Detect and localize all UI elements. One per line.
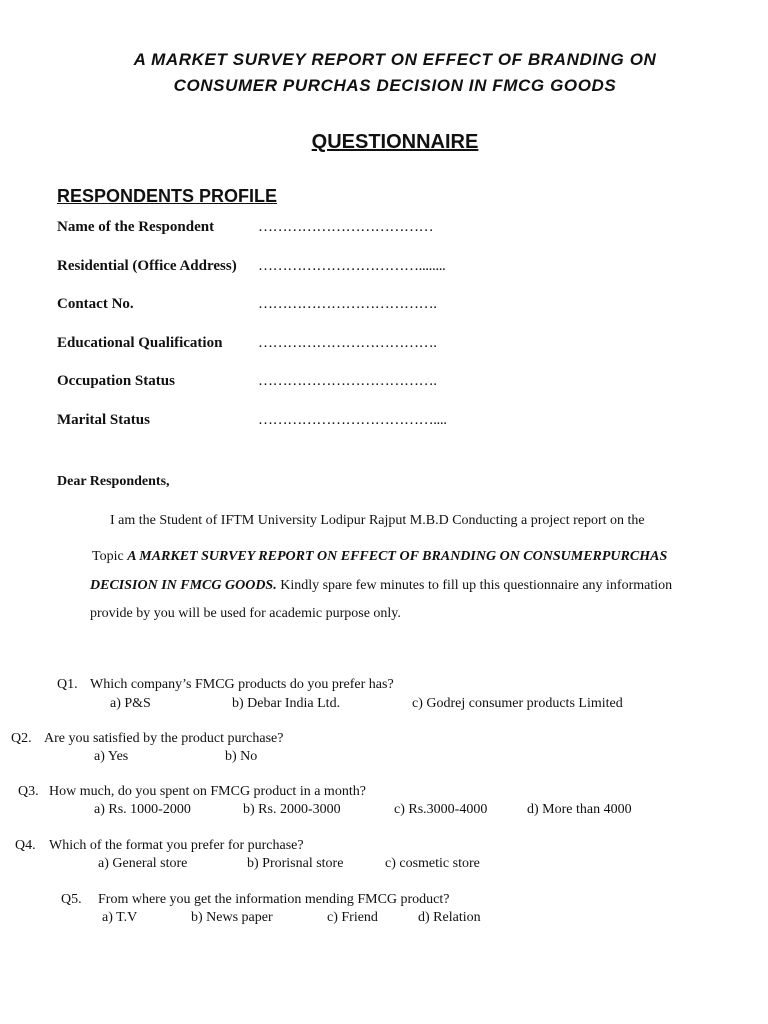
letter-topic-prefix: Topic xyxy=(92,549,128,564)
question-5-number: Q5. xyxy=(61,892,82,907)
question-1-option-c[interactable]: c) Godrej consumer products Limited xyxy=(412,696,623,711)
question-2-number: Q2. xyxy=(11,731,32,746)
question-2-option-a[interactable]: a) Yes xyxy=(94,749,129,764)
letter-line-3 xyxy=(90,578,672,594)
letter-topic-title-end: DECISION IN FMCG GOODS. xyxy=(90,578,277,593)
question-1-option-a[interactable]: a) P&S xyxy=(110,696,151,711)
question-3-option-a[interactable]: a) Rs. 1000-2000 xyxy=(94,802,191,817)
question-5-option-b[interactable]: b) News paper xyxy=(191,910,273,925)
profile-blank-occupation: ………………………………. xyxy=(258,373,437,389)
question-3-option-d[interactable]: d) More than 4000 xyxy=(527,802,632,817)
profile-label-name: Name of the Respondent xyxy=(57,219,215,235)
question-2-text: Are you satisfied by the product purchase? xyxy=(44,731,284,746)
profile-label-marital: Marital Status xyxy=(57,412,150,428)
question-3-number: Q3. xyxy=(18,784,39,799)
profile-label-contact: Contact No. xyxy=(57,296,134,312)
question-3-option-b[interactable]: b) Rs. 2000-3000 xyxy=(243,802,341,817)
question-5-option-c[interactable]: c) Friend xyxy=(327,910,378,925)
letter-salutation: Dear Respondents, xyxy=(57,474,170,489)
report-title-line-2: CONSUMER PURCHAS DECISION IN FMCG GOODS xyxy=(173,76,617,95)
question-5-option-a[interactable]: a) T.V xyxy=(102,910,138,925)
questionnaire-heading: QUESTIONNAIRE xyxy=(311,131,479,153)
profile-blank-education: ………………………………. xyxy=(258,335,437,351)
profile-label-education: Educational Qualification xyxy=(57,335,223,351)
question-1-text: Which company’s FMCG products do you prefer has? xyxy=(90,677,394,692)
profile-blank-address: ……………………………........ xyxy=(258,258,446,274)
question-1-option-b[interactable]: b) Debar India Ltd. xyxy=(232,696,341,711)
profile-blank-contact: ………………………………. xyxy=(258,296,437,312)
question-4-option-c[interactable]: c) cosmetic store xyxy=(385,856,480,871)
letter-request: Kindly spare few minutes to fill up this questionnaire any information xyxy=(276,578,673,593)
profile-label-address: Residential (Office Address) xyxy=(57,258,237,274)
profile-blank-marital: ……………………………….... xyxy=(258,412,447,428)
question-5-text: From where you get the information mending FMCG product? xyxy=(98,892,450,907)
question-3-option-c[interactable]: c) Rs.3000-4000 xyxy=(394,802,488,817)
letter-topic-title: A MARKET SURVEY REPORT ON EFFECT OF BRANDING ON CONSUMERPURCHAS xyxy=(127,549,668,564)
respondents-profile-heading: RESPONDENTS PROFILE xyxy=(57,186,278,206)
profile-label-occupation: Occupation Status xyxy=(57,373,175,389)
profile-blank-name: ……………………………… xyxy=(258,219,434,235)
question-2-option-b[interactable]: b) No xyxy=(225,749,258,764)
question-4-option-a[interactable]: a) General store xyxy=(98,856,188,871)
question-3-text: How much, do you spent on FMCG product in a month? xyxy=(49,784,366,799)
question-5-option-d[interactable]: d) Relation xyxy=(418,910,481,925)
question-4-text: Which of the format you prefer for purchase? xyxy=(49,838,304,853)
letter-line-2 xyxy=(92,549,667,565)
letter-line-1: I am the Student of IFTM University Lodipur Rajput M.B.D Conducting a project report on the xyxy=(110,513,645,528)
question-4-option-b[interactable]: b) Prorisnal store xyxy=(247,856,344,871)
question-4-number: Q4. xyxy=(15,838,36,853)
question-1-number: Q1. xyxy=(57,677,78,692)
report-title-line-1: A MARKET SURVEY REPORT ON EFFECT OF BRANDING ON xyxy=(133,50,657,69)
letter-line-4: provide by you will be used for academic purpose only. xyxy=(90,606,401,621)
